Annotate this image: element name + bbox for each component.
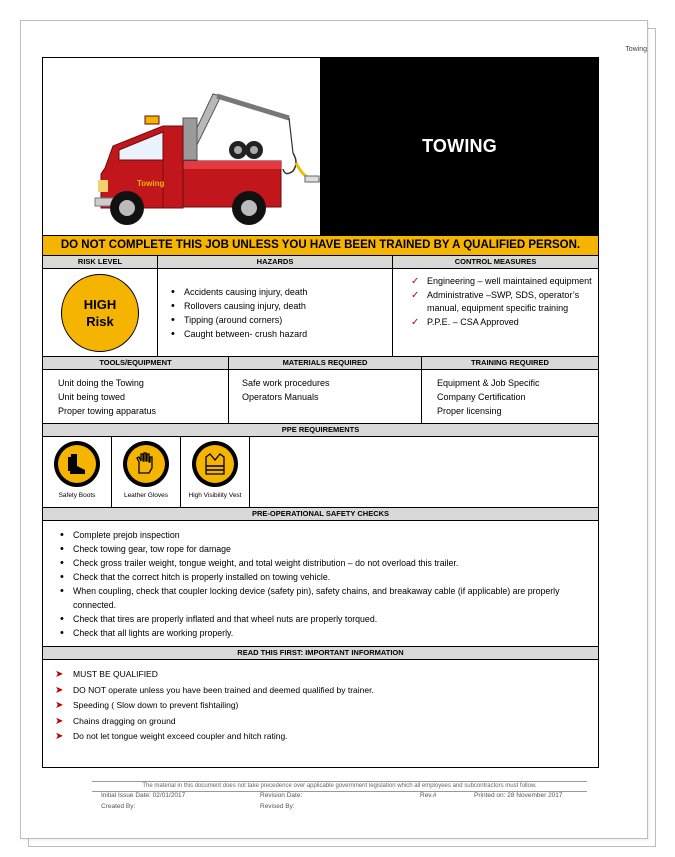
ppe-empty-space [250,437,598,507]
truck-door-text: Towing [137,179,165,188]
materials-item: Operators Manuals [242,392,319,402]
hazards-cell [158,269,393,356]
training-item: Proper licensing [437,406,502,416]
list-item: • Check towing gear, tow rope for damage [51,542,571,556]
risk-level-cell [43,269,158,356]
risk-level-heading: RISK LEVEL [43,256,158,268]
issue-date: Initial Issue Date: 02/01/2017 [101,792,186,799]
training-cell [422,370,598,423]
list-item: • Check gross trailer weight, tongue weight, and total weight distribution – do not overload this trailer. [51,556,571,570]
important-body [43,660,598,767]
requirements-body-row [43,370,598,424]
risk-header-row [43,256,598,269]
checks-body [43,521,598,647]
tools-item: Unit doing the Towing [58,378,144,388]
list-item: • Check that the correct hitch is properly installed on towing vehicle. [51,570,571,584]
hero-section [43,58,598,236]
list-item: ✓ Administrative –SWP, SDS, operator’s manual, equipment specific training [409,289,592,316]
tow-truck-image [43,58,321,235]
risk-level-suffix: Risk [86,313,114,329]
list-item: ✓ P.P.E. – CSA Approved [409,316,592,330]
training-warning-banner: DO NOT COMPLETE THIS JOB UNLESS YOU HAVE BEEN TRAINED BY A QUALIFIED PERSON. [43,236,598,256]
important-heading: READ THIS FIRST: IMPORTANT INFORMATION [43,647,598,660]
list-item: • Rollovers causing injury, death [162,299,307,313]
list-item: ➤ Do not let tongue weight exceed coupler and hitch rating. [53,729,598,745]
tow-truck-icon [43,58,320,235]
risk-level-value: HIGH [83,296,117,312]
list-item: • Accidents causing injury, death [162,285,307,299]
list-item: • Check that all lights are working properly. [51,626,571,640]
risk-body-row [43,269,598,357]
training-item: Equipment & Job Specific [437,378,540,388]
list-item: • When coupling, check that coupler locking device (safety pin), safety chains, and breakaway cable (if applicable) are properly connected. [51,584,571,612]
revision-date: Revision Date: [260,792,303,799]
control-measures-list [409,275,592,329]
tools-item: Proper towing apparatus [58,406,157,416]
ppe-label: Leather Gloves [123,492,169,499]
legislation-note: The material in this document does not take precedence over applicable government legislation which all employees and subcontractors must follow. [92,781,587,792]
high-visibility-vest-icon [202,451,228,477]
leather-gloves-icon [133,451,159,477]
hazards-list [162,285,307,341]
ppe-label: High Visibility Vest [188,492,242,499]
requirements-header-row [43,357,598,370]
ppe-label: Safety Boots [58,492,96,499]
printed-on: Printed on: 28 November 2017 [474,792,563,799]
control-measures-cell [393,269,598,356]
safety-boots-icon [64,451,90,477]
revision-number: Rev.# [420,792,437,799]
tools-heading: TOOLS/EQUIPMENT [43,357,229,369]
ppe-item-high-visibility-vest [181,437,250,507]
materials-heading: MATERIALS REQUIRED [229,357,422,369]
list-item: • Tipping (around corners) [162,313,307,327]
training-heading: TRAINING REQUIRED [422,357,598,369]
created-by: Created By: [101,803,136,810]
risk-level-badge [61,274,139,352]
important-list [53,667,598,745]
checks-heading: PRE-OPERATIONAL SAFETY CHECKS [43,508,598,521]
list-item: ➤ Speeding ( Slow down to prevent fishtailing) [53,698,598,714]
list-item: ➤ Chains dragging on ground [53,714,598,730]
list-item: • Check that tires are properly inflated and that wheel nuts are properly torqued. [51,612,571,626]
list-item: ➤ MUST BE QUALIFIED [53,667,598,683]
revised-by: Revised By: [260,803,295,810]
hazards-heading: HAZARDS [158,256,393,268]
page-title: TOWING [321,58,598,235]
tools-item: Unit being towed [58,392,126,402]
materials-item: Safe work procedures [242,378,330,388]
ppe-item-leather-gloves [112,437,181,507]
checks-list [51,528,571,640]
list-item: ✓ Engineering – well maintained equipment [409,275,592,289]
ppe-item-safety-boots [43,437,112,507]
list-item: • Caught between- crush hazard [162,327,307,341]
list-item: ➤ DO NOT operate unless you have been trained and deemed qualified by trainer. [53,683,598,699]
list-item: • Complete prejob inspection [51,528,571,542]
materials-cell [229,370,422,423]
training-item: Company Certification [437,392,526,402]
control-measures-heading: CONTROL MEASURES [393,256,598,268]
ppe-heading: PPE REQUIREMENTS [43,424,598,437]
tools-cell [43,370,229,423]
doc-tag: Towing [625,46,647,53]
safety-sheet [42,57,599,768]
ppe-row [43,437,598,508]
